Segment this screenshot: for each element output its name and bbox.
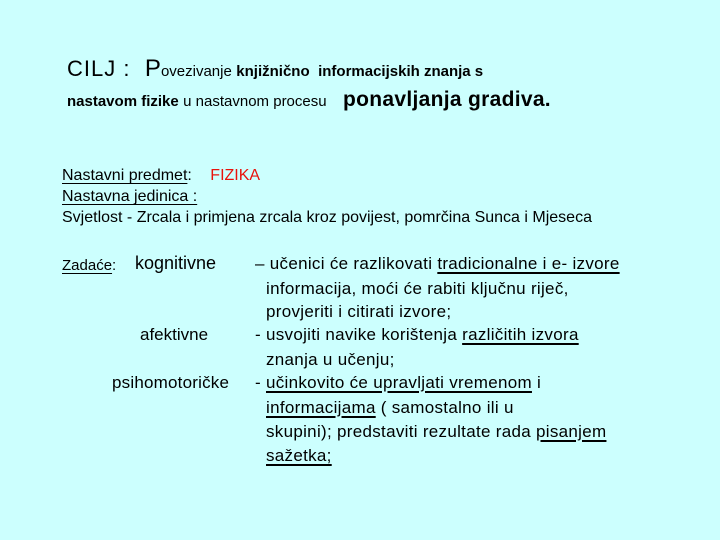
goal-word-2: knjižnično	[236, 63, 310, 80]
cognitive-label: kognitivne	[135, 253, 217, 273]
psychomotor-underlined-2: informacijama	[266, 398, 376, 417]
psychomotor-line-4	[266, 446, 332, 466]
affective-underlined: različitih izvora	[462, 325, 579, 344]
goal-line-2	[67, 88, 551, 112]
tasks-colon: :	[112, 257, 117, 274]
goal-label: CILJ :	[67, 56, 131, 81]
psychomotor-and: i	[537, 373, 542, 392]
cognitive-line-2: informacija, moći će rabiti ključnu riječ,	[266, 279, 569, 298]
cognitive-underlined: tradicionalne i e- izvore	[437, 254, 620, 273]
goal-word-5: u nastavnom procesu	[183, 93, 327, 110]
psychomotor-line-2	[266, 398, 514, 418]
cognitive-text: – učenici će razlikovati	[255, 254, 433, 273]
unit-value: Svjetlost - Zrcala i primjena zrcala kroz povijest, pomrčina Sunca i Mjeseca	[62, 209, 592, 226]
psychomotor-underlined-4: sažetka;	[266, 446, 332, 465]
goal-line-1	[67, 55, 483, 83]
psychomotor-label: psihomotoričke	[112, 373, 230, 392]
subject-colon: :	[187, 167, 192, 184]
psychomotor-line-3	[266, 422, 606, 442]
psychomotor-dash: -	[255, 373, 261, 392]
subject-line	[62, 167, 260, 185]
psychomotor-line-3-text: skupini); predstaviti rezultate rada	[266, 422, 531, 441]
tasks-label-text: Zadaće	[62, 257, 113, 274]
affective-line-1	[255, 325, 595, 345]
cognitive-line-1	[255, 254, 620, 274]
psychomotor-underlined-1: učinkovito će upravljati vremenom	[266, 373, 532, 392]
affective-label: afektivne	[140, 325, 209, 344]
unit-label	[62, 188, 197, 206]
affective-text: - usvojiti navike korištenja	[255, 325, 458, 344]
goal-word-6: ponavljanja gradiva.	[343, 88, 551, 111]
cognitive-line-3: provjeriti i citirati izvore;	[266, 302, 452, 321]
affective-line-2: znanja u učenju;	[266, 350, 395, 369]
psychomotor-line-2-rest: ( samostalno ili u	[380, 398, 514, 417]
goal-cap-letter: P	[144, 55, 161, 82]
tasks-label	[62, 257, 116, 274]
goal-word-4: nastavom fizike	[67, 93, 179, 110]
unit-label-text: Nastavna jedinica :	[62, 188, 198, 205]
goal-word-1: ovezivanje	[160, 63, 232, 80]
subject-value: FIZIKA	[210, 167, 261, 184]
psychomotor-underlined-3: pisanjem	[536, 422, 607, 441]
goal-word-3: informacijskih znanja s	[318, 63, 484, 80]
subject-label: Nastavni predmet	[62, 167, 188, 184]
psychomotor-line-1	[255, 373, 541, 393]
